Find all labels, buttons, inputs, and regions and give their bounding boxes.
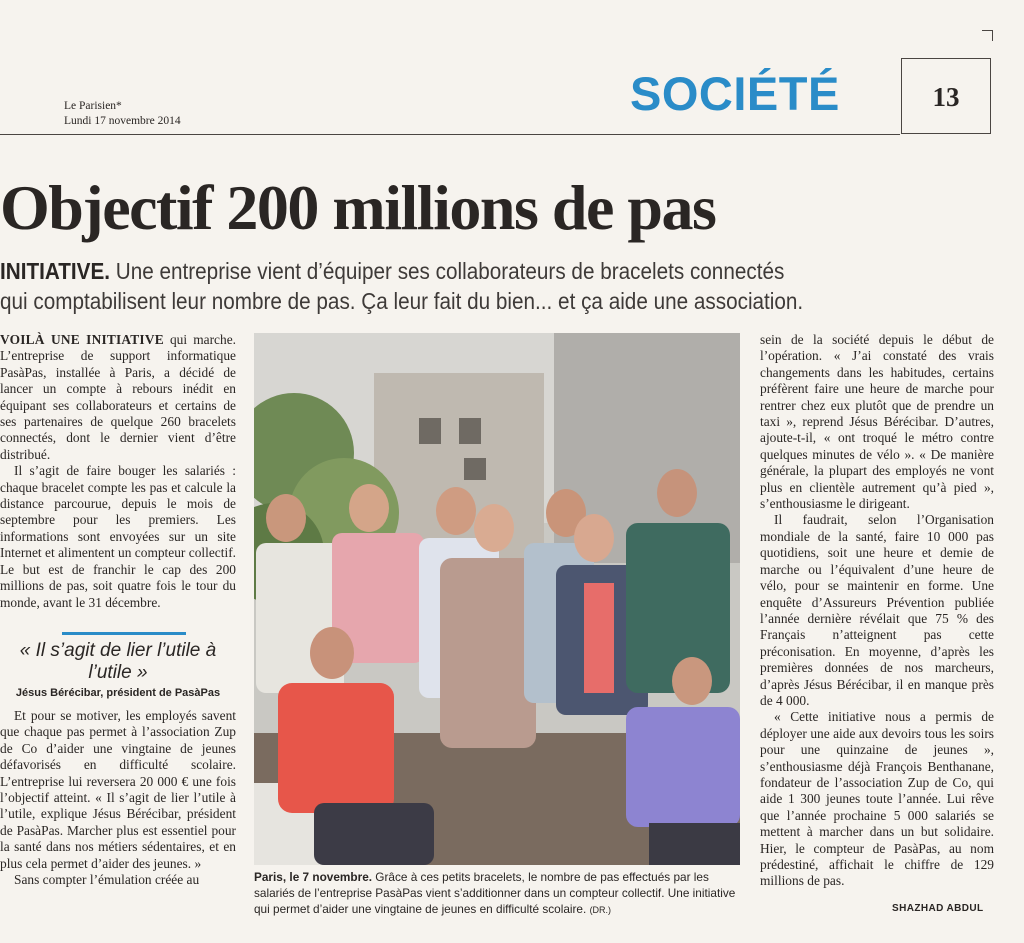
group-photo [254,333,740,865]
pull-quote-rule [62,632,186,635]
article-deck [0,256,1008,316]
caption-lead: Paris, le 7 novembre. [254,870,373,884]
col1-paragraph-1: VOILÀ UNE INITIATIVE qui marche. L’entreprise de support informatique PasàPas, installée à Paris, a décidé de lancer un compte à rebours inédit en équipant ses collaborateurs et certains de ses partenaires de quelque 260 bracelets connectés, dont le dernier vient d’être distribué. [0,332,236,462]
article-column-1-continued [0,708,236,888]
col1-paragraph-2: Il s’agit de faire bouger les salariés : chaque bracelet compte les pas et calcule la distance parcourue, depuis le mois de septembre pour les premiers. Les informations sont envoyées sur un site Internet et alimentent un compteur collectif. Le but est de franchir le cap des 200 millions de pas, soit quatre fois le tour du monde, avant le 31 décembre. [0,463,236,610]
group-photo-illustration [254,333,740,865]
pull-quote-attribution: Jésus Bérécibar, président de PasàPas [15,687,221,699]
deck-lead: INITIATIVE. [0,258,111,284]
crop-mark [982,30,993,41]
deck-line-1: Une entreprise vient d’équiper ses collaborateurs de bracelets connectés [110,258,785,284]
newspaper-name: Le Parisien* [64,100,122,112]
issue-date: Lundi 17 novembre 2014 [64,115,181,127]
header-rule [0,134,900,135]
col3-paragraph-1: sein de la société depuis le début de l’opération. « J’ai constaté des vrais changements dans les habitudes, certains préfèrent faire une heure de marche pour rentrer chez eux plutôt que de prendre un taxi », reprend Jésus Bérécibar. D’autres, ajoute-t-il, « ont troqué le métro contre quelques minutes de vélo ». « De manière générale, la plupart des employés ne vont plus en clientèle autrement qu’à pied », s’enthousiasme le dirigeant. [760,332,994,512]
page-number: 13 [901,58,991,134]
col3-paragraph-3: « Cette initiative nous a permis de déployer une aide aux devoirs tous les soirs pour une quinzaine de jeunes », s’enthousiasme déjà François Benthanane, fondateur de l’association Zup de Co, qui aide 1 300 jeunes toute l’année. Lui rêve que l’année prochaine 5 000 salariés se mettent à marcher dans un but solidaire. Hier, le compteur de PasàPas, au nom prédestiné, affichait le chiffre de 129 millions de pas. [760,709,994,889]
article-column-1 [0,332,236,611]
col3-paragraph-2: Il faudrait, selon l’Organisation mondiale de la santé, faire 10 000 pas quotidiens, soit une heure et demie de marche ou l’équivalent d’une heure de vélo, pour se maintenir en forme. Une enquête d’Assureurs Prévention publiée l’année dernière révélait que 75 % des Français n’atteignent pas cette préconisation. En moyenne, d’après les premières données de nos marcheurs, d’après Jésus Bérécibar, il en manque près de 4 000. [760,512,994,708]
col1-paragraph-4: Sans compter l’émulation créée au [14,872,200,888]
col1-paragraph-3: Et pour se motiver, les employés savent que chaque pas permet à l’association Zup de Co d’aider une vingtaine de jeunes défavorisés en difficulté scolaire. L’entreprise lui reversera 20 000 € une fois l’objectif atteint. « Il s’agit de lier l’utile à l’utile, explique Jésus Bérécibar, président de PasàPas. Marcher plus est essentiel pour la santé dans nos métiers sédentaires, et en plus cela permet d’aider des jeunes. » [0,708,236,871]
deck-line-2: qui comptabilisent leur nombre de pas. Ça leur fait du bien... et ça aide une association. [0,288,804,314]
pull-quote: « Il s’agit de lier l’utile à l’utile » [19,640,217,683]
col1-lead-in: VOILÀ UNE INITIATIVE [0,332,164,347]
photo-credit: (DR.) [589,905,612,915]
photographer-byline: SHAZHAD ABDUL [892,903,984,914]
section-title: SOCIÉTÉ [630,67,840,120]
article-column-3 [760,332,994,890]
article-headline: Objectif 200 millions de pas [0,172,716,243]
photo-caption [254,869,740,918]
caption-text: Grâce à ces petits bracelets, le nombre de pas effectués par les salariés de l’entreprise PasàPas vient s’additionner dans un compteur collectif. Une initiative qui permet d’aider une vingtaine de jeunes en difficulté scolaire. [254,870,736,916]
